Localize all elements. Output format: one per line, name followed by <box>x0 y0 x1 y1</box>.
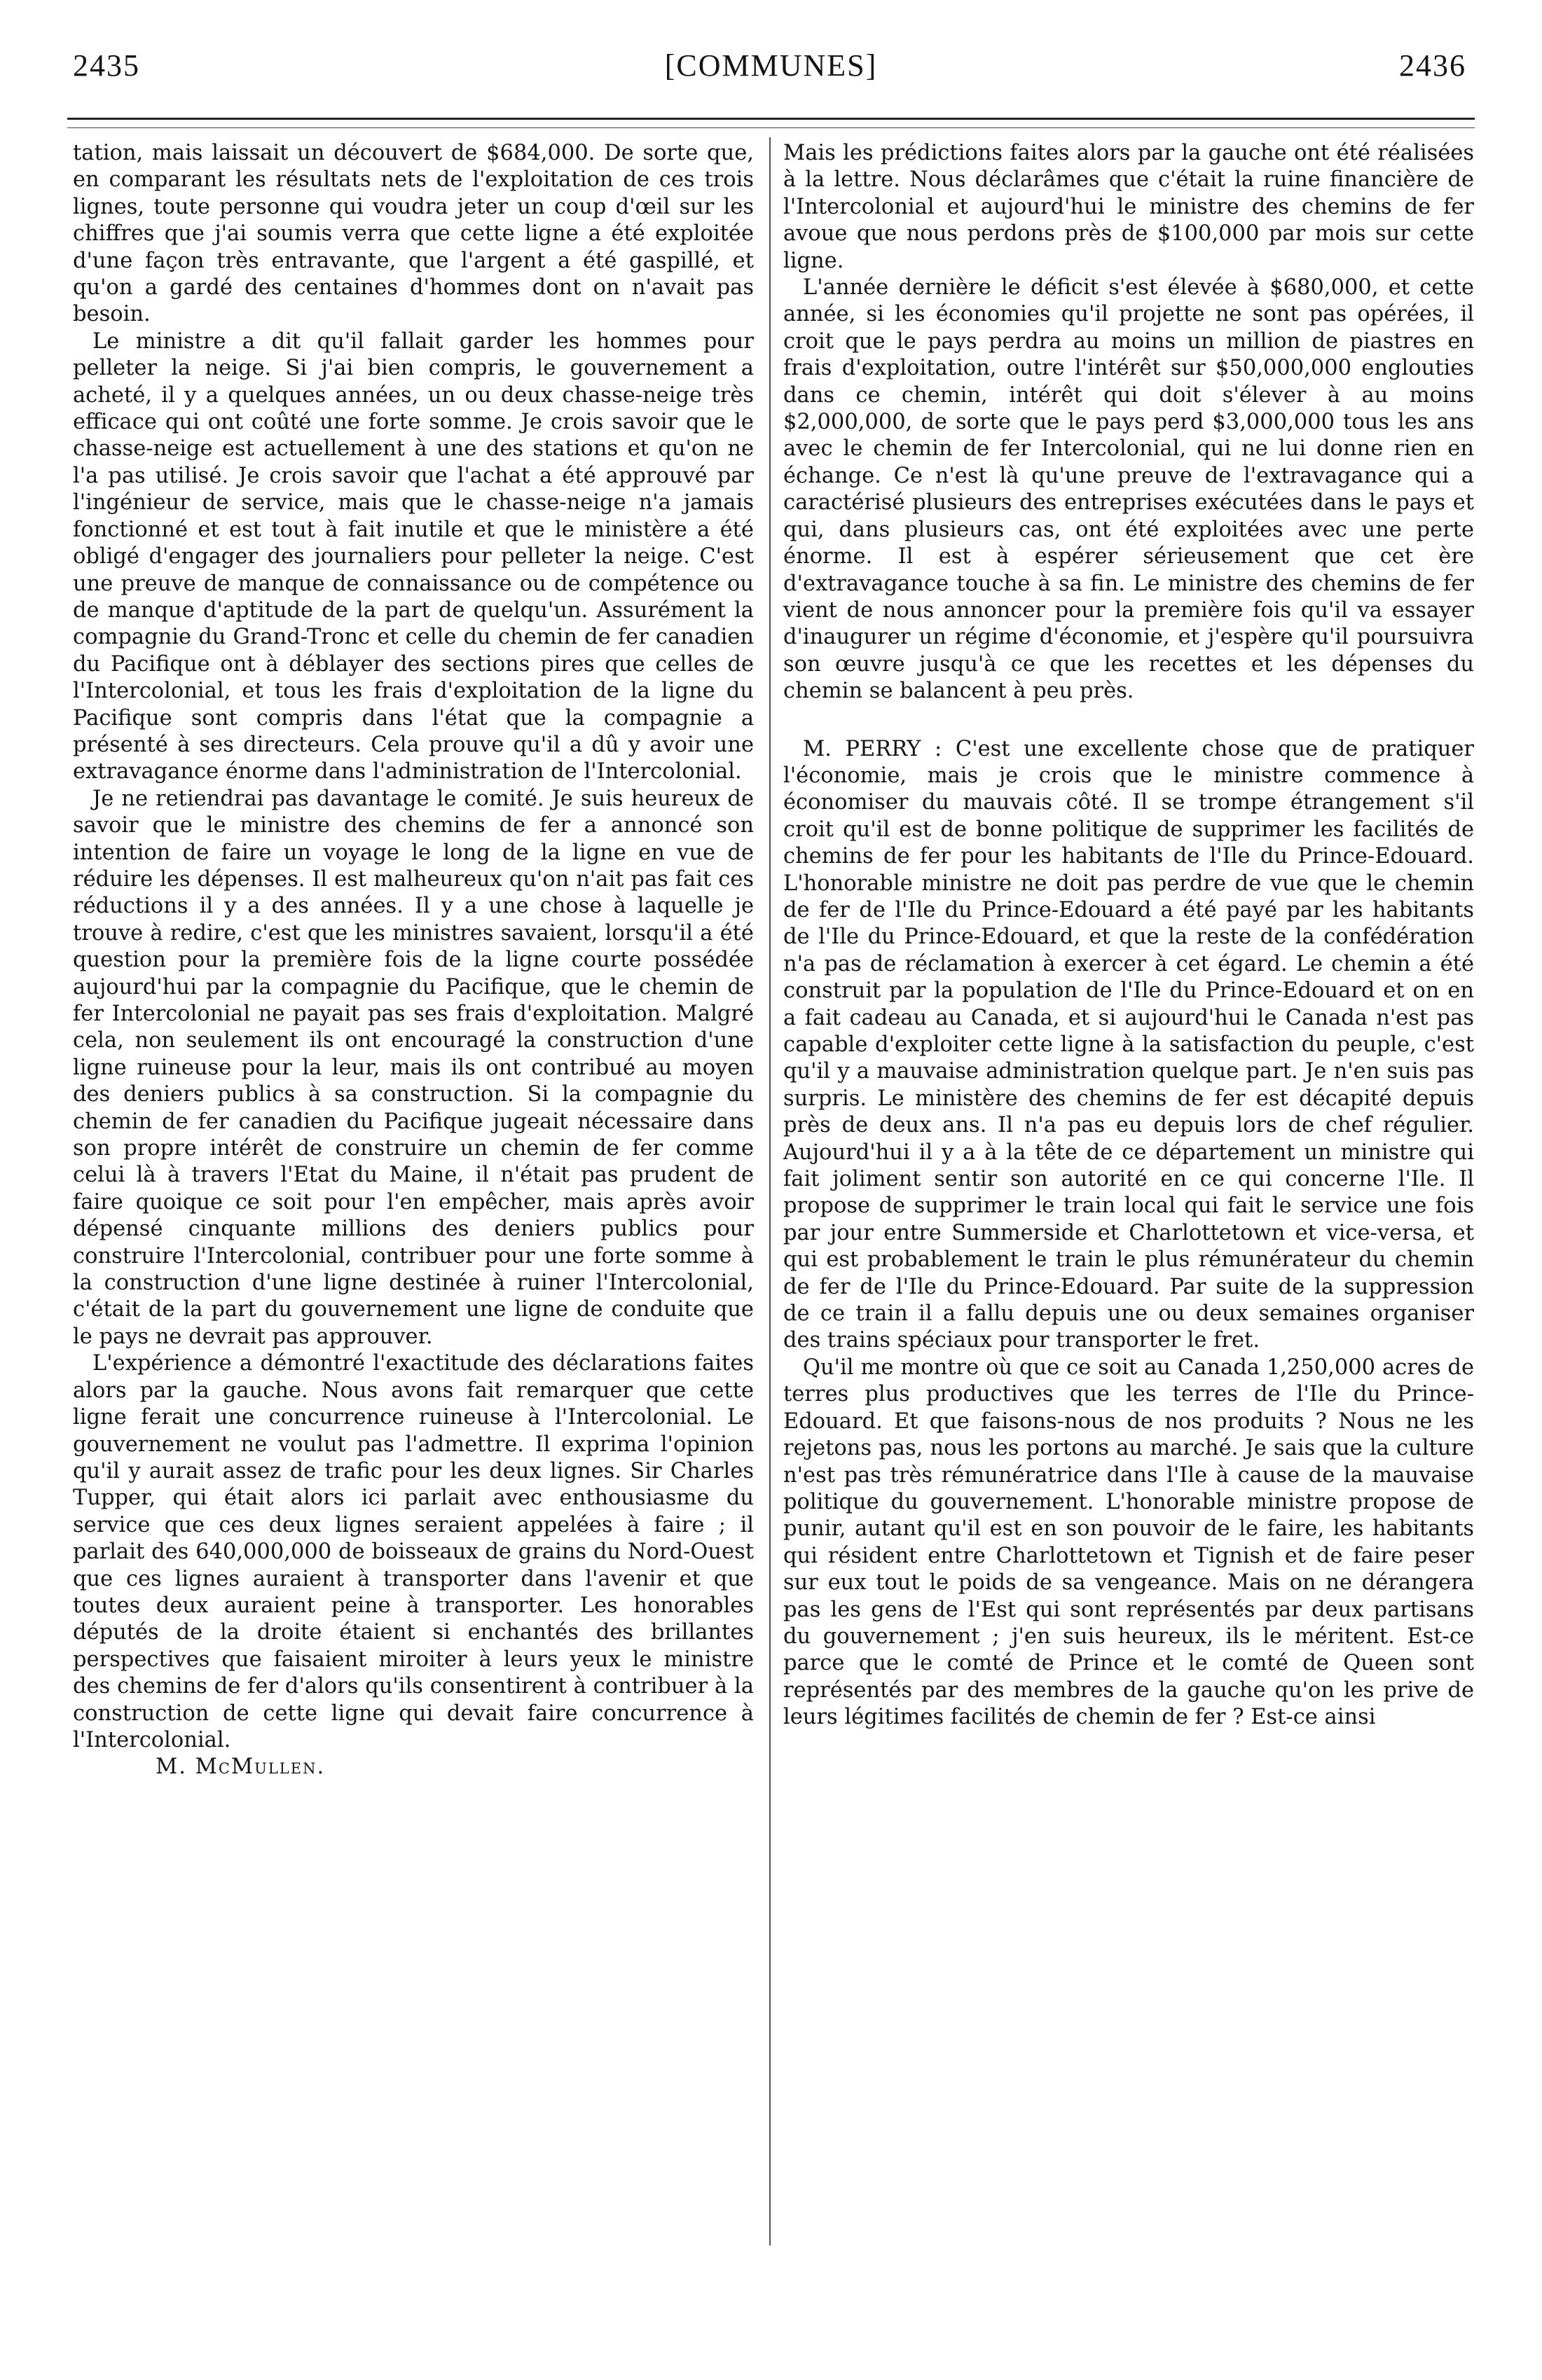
paragraph: Le ministre a dit qu'il fallait garder les hommes pour pelleter la neige. Si j'ai bien compris, le gouvernement a acheté, il y a quelques années, un ou deux chasse-neige très efficace qui ont coûté une forte somme. Je crois savoir que le chasse-neige est actuellement à une des stations et qu'on ne l'a pas utilisé. Je crois savoir que l'achat a été approuvé par l'ingénieur de service, mais que le chasse-neige n'a jamais fonctionné et est tout à fait inutile et que le ministère a été obligé d'engager des journaliers pour pelleter la neige. C'est une preuve de manque de connaissance ou de compétence ou de manque d'aptitude de la part de quelqu'un. Assurément la compagnie du Grand-Tronc et celle du chemin de fer canadien du Pacifique ont à déblayer des sections pires que celles de l'Intercolonial, et tous les frais d'exploitation de la ligne du Pacifique sont compris dans l'état que la compagnie a présenté à ses directeurs. Cela prouve qu'il a dû y avoir une extravagance énorme dans l'administration de l'Intercolonial. <box>73 328 754 784</box>
left-column <box>73 140 754 1781</box>
paragraph: Mais les prédictions faites alors par la gauche ont été réalisées à la lettre. Nous déclarâmes que c'était la ruine financière de l'Intercolonial et aujourd'hui le ministre des chemins de fer avoue que nous perdons près de $100,000 par mois sur cette ligne. <box>783 141 1474 273</box>
paragraph: tation, mais laissait un découvert de $684,000. De sorte que, en comparant les résultats nets de l'exploitation de ces trois lignes, toute personne qui voudra jeter un coup d'œil sur les chiffres que j'ai soumis verra que cette ligne a été exploitée d'une façon très entravante, que l'argent a été gaspillé, et qu'on a gardé des centaines d'hommes dont on n'avait pas besoin. <box>73 141 754 327</box>
page-number-left: 2435 <box>73 48 140 83</box>
speech-paragraph: M. PERRY : C'est une excellente chose que de pratiquer l'économie, mais je crois que le ministre commence à économiser du mauvais côté. Il se trompe étrangement s'il croit qu'il est de bonne politique de supprimer les facilités de chemins de fer pour les habitants de l'Ile du Prince-Edouard. L'honorable ministre ne doit pas perdre de vue que le chemin de fer de l'Ile du Prince-Edouard a été payé par les habitants de l'Ile du Prince-Edouard, et que la reste de la confédération n'a pas de réclamation à exercer à cet égard. Le chemin a été construit par la population de l'Ile du Prince-Edouard et on en a fait cadeau au Canada, et si aujourd'hui le Canada n'est pas capable d'exploiter cette ligne à la satisfaction du peuple, c'est qu'il y a mauvaise administration quelque part. Je n'en suis pas surpris. Le ministère des chemins de fer est décapité depuis près de deux ans. Il n'a pas eu depuis lors de chef régulier. Aujourd'hui il y a à la tête de ce département un ministre qui fait joliment sentir son autorité en ce qui concerne l'Ile. Il propose de supprimer le train local qui fait le service une fois par jour entre Summerside et Charlottetown et vice-versa, et qui est probablement le train le plus rémunérateur du chemin de fer de l'Ile du Prince-Edouard. Par suite de la suppression de ce train il a fallu depuis une ou deux semaines organiser des trains spéciaux pour transporter le fret. <box>783 736 1474 1353</box>
page-header <box>70 42 1472 91</box>
header-rule-thick <box>67 118 1475 120</box>
page-number-right: 2436 <box>1399 48 1466 83</box>
paragraph: Je ne retiendrai pas davantage le comité. Je suis heureux de savoir que le ministre des chemins de fer a annoncé son intention de faire un voyage le long de la ligne en vue de réduire les dépenses. Il est malheureux qu'on n'ait pas fait ces réductions il y a des années. Il y a une chose à laquelle je trouve à redire, c'est que les ministres savaient, lorsqu'il a été question pour la première fois de la ligne courte possédée aujourd'hui par la compagnie du Pacifique, que le chemin de fer Intercolonial ne payait pas ses frais d'exploitation. Malgré cela, non seulement ils ont encouragé la construction d'une ligne ruineuse pour la leur, mais ils ont contribué au moyen des deniers publics à sa construction. Si la compagnie du chemin de fer canadien du Pacifique jugeait nécessaire dans son propre intérêt de construire un chemin de fer comme celui là à travers l'Etat du Maine, il n'était pas prudent de faire quoique ce soit pour l'en empêcher, mais après avoir dépensé cinquante millions des deniers publics pour construire l'Intercolonial, contribuer pour une forte somme à la construction d'une ligne destinée à ruiner l'Intercolonial, c'était de la part du gouvernement une ligne de conduite que le pays ne devrait pas approuver. <box>73 786 754 1349</box>
paragraph: Qu'il me montre où que ce soit au Canada 1,250,000 acres de terres plus productives que les terres de l'Ile du Prince-Edouard. Et que faisons-nous de nos produits ? Nous ne les rejetons pas, nous les portons au marché. Je sais que la culture n'est pas très rémunératrice dans l'Ile à cause de la mauvaise politique du gouvernement. L'honorable ministre propose de punir, autant qu'il est en son pouvoir de le faire, les habitants qui résident entre Charlottetown et Tignish et de faire peser sur eux tout le poids de sa vengeance. Mais on ne dérangera pas les gens de l'Est qui sont représentés par deux partisans du gouvernement ; j'en suis heureux, ils le méritent. Est-ce parce que le comté de Prince et le comté de Queen sont représentés par des membres de la gauche qu'on les prive de leurs légitimes facilités de chemin de fer ? Est-ce ainsi <box>783 1355 1474 1730</box>
paragraph: L'année dernière le déficit s'est élevée à $680,000, et cette année, si les économies qu'il projette ne sont pas opérées, il croit que le pays perdra au moins un million de piastres en frais d'exploitation, outre l'intérêt sur $50,000,000 englouties dans ce chemin, intérêt qui doit s'élever à au moins $2,000,000, de sorte que le pays perd $3,000,000 tous les ans avec le chemin de fer Intercolonial, qui ne lui donne rien en échange. Ce n'est là qu'une preuve de l'extravagance qui a caractérisé plusieurs des entreprises exécutées dans le pays et qui, dans plusieurs cas, ont été exploitées avec une perte énorme. Il est à espérer sérieusement que cet ère d'extravagance touche à sa fin. Le ministre des chemins de fer vient de nous annoncer pour la première fois qu'il va essayer d'inaugurer un régime d'économie, et j'espère qu'il poursuivra son œuvre jusqu'à ce que les recettes et les dépenses du chemin se balancent à peu près. <box>783 275 1474 704</box>
header-rule-thin <box>67 127 1475 128</box>
speaker-name: M. McMullen. <box>156 1755 326 1780</box>
column-divider <box>769 137 771 2246</box>
section-title: [COMMUNES] <box>664 48 878 83</box>
paragraph: L'expérience a démontré l'exactitude des déclarations faites alors par la gauche. Nous avons fait remarquer que cette ligne ferait une concurrence ruineuse à l'Intercolonial. Le gouvernement ne voulut pas l'admettre. Il exprima l'opinion qu'il y aurait assez de trafic pour les deux lignes. Sir Charles Tupper, qui était alors ici parlait avec enthousiasme du service que ces deux lignes seraient appelées à faire ; il parlait des 640,000,000 de boisseaux de grains du Nord-Ouest que ces lignes auraient à transporter dans l'avenir et que toutes deux auraient peine à transporter. Les honorables députés de la droite étaient si enchantés des brillantes perspectives que faisaient miroiter à leurs yeux le ministre des chemins de fer d'alors qu'ils consentirent à contribuer à la construction de cette ligne qui devait faire concurrence à l'Intercolonial. <box>73 1351 754 1752</box>
right-column <box>783 140 1474 1731</box>
